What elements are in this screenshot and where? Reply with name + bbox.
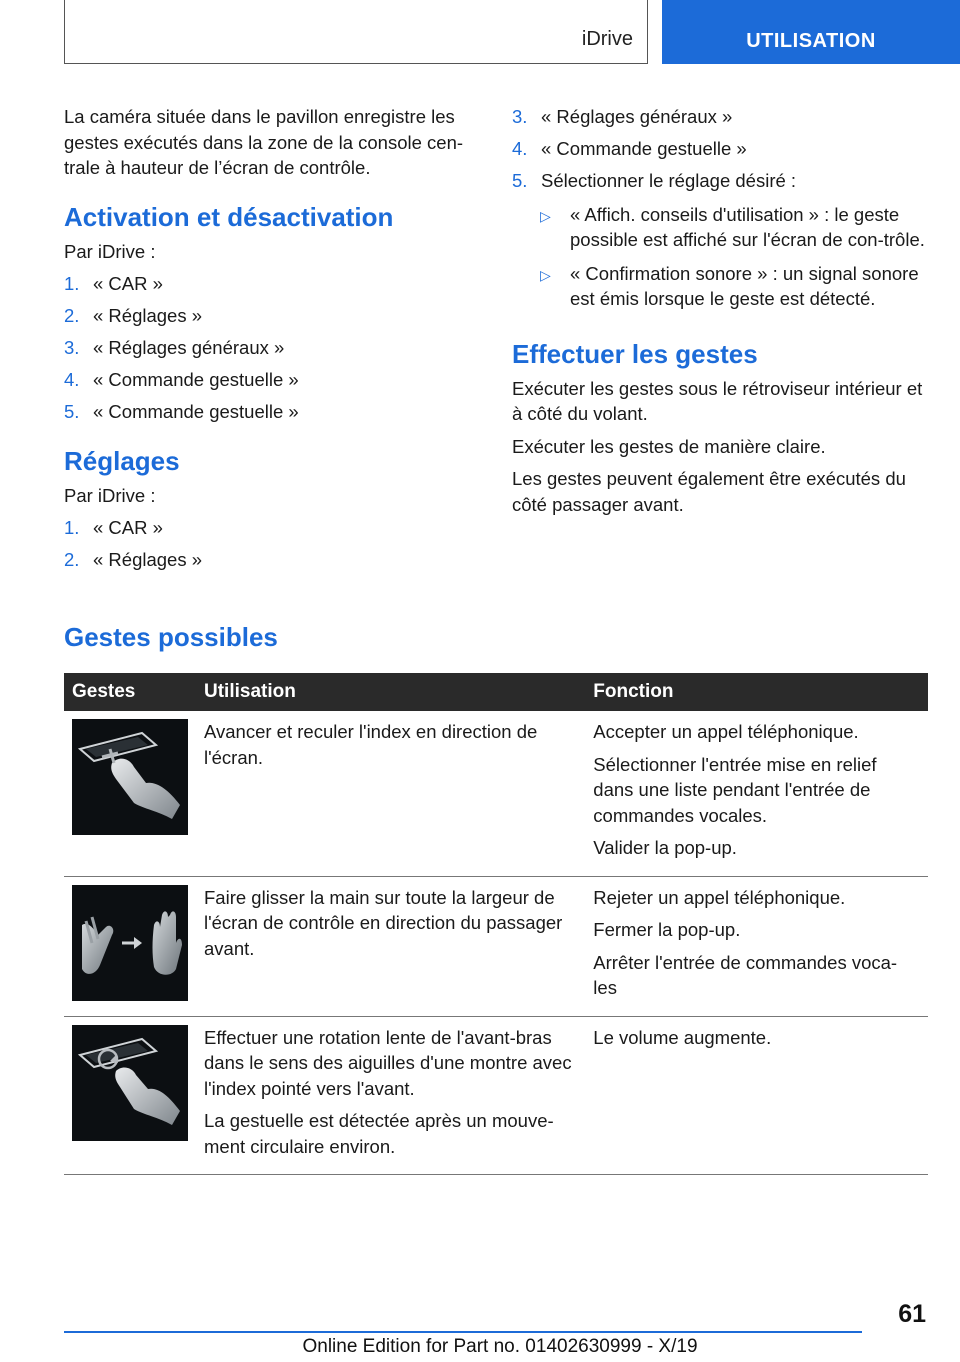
usage-cell <box>196 711 585 876</box>
function-text: Accepter un appel téléphonique. <box>593 721 859 742</box>
rotate-clockwise-gesture-icon <box>72 1025 188 1141</box>
step-text: Sélectionner le réglage désiré : <box>541 170 797 191</box>
table-header-row <box>64 673 928 711</box>
usage-text: Effectuer une rotation lente de l'avant-bras dans le sens des aiguilles d'une montre avec l'index pointé vers l'avant. <box>204 1026 572 1099</box>
activation-steps <box>64 271 482 425</box>
step-number: 2. <box>64 305 80 326</box>
gestes-heading: Gestes possibles <box>64 622 278 652</box>
usage-text: La gestuelle est détectée après un mouve-ment circulaire environ. <box>204 1110 554 1157</box>
function-text: Rejeter un appel téléphonique. <box>593 886 846 908</box>
step-number: 3. <box>512 106 528 127</box>
step-number: 1. <box>64 517 80 538</box>
header-chapter-label: UTILISATION <box>746 30 876 52</box>
column-header: Gestes <box>64 673 196 711</box>
column-header: Fonction <box>585 673 928 711</box>
activation-step <box>64 399 482 425</box>
page-number: 61 <box>898 1300 926 1328</box>
step-number: 1. <box>64 273 80 294</box>
effectuer-heading: Effectuer les gestes <box>512 338 758 369</box>
step-text: « Réglages généraux » <box>541 106 733 127</box>
left-column <box>64 104 482 581</box>
activation-step <box>64 367 482 393</box>
reglages-step <box>64 515 482 541</box>
usage-text: Faire glisser la main sur toute la largeur de l'écran de contrôle en direction du passager avant. <box>204 886 563 959</box>
gesture-cell <box>64 1016 196 1175</box>
step-text: « CAR » <box>93 273 163 294</box>
step-number: 5. <box>64 401 80 422</box>
activation-lead: Par iDrive : <box>64 240 156 262</box>
table-row <box>64 1016 928 1175</box>
step-number: 4. <box>64 369 80 390</box>
hand-swipe-gesture-icon <box>72 885 188 1001</box>
effectuer-paragraph: Exécuter les gestes de manière claire. <box>512 435 826 457</box>
reglages-step <box>512 104 930 130</box>
reglages-steps-a <box>64 515 482 573</box>
step-text: « CAR » <box>93 517 163 538</box>
header-section-label: iDrive <box>581 28 633 50</box>
reglages-steps-b <box>512 104 930 194</box>
gestures-table <box>64 673 928 1175</box>
column-header: Utilisation <box>196 673 585 711</box>
setting-option-text: « Confirmation sonore » : un signal sonore est émis lorsque le geste est détecté. <box>570 262 919 309</box>
setting-option-text: « Affich. conseils d'utilisation » : le geste possible est affiché sur l'écran de con-trôle. <box>570 203 925 250</box>
step-text: « Commande gestuelle » <box>93 401 299 422</box>
setting-option <box>540 261 930 312</box>
step-text: « Réglages généraux » <box>93 337 285 358</box>
swipe-toward-screen-gesture-icon <box>72 719 188 835</box>
footer-rule <box>64 1331 862 1333</box>
step-text: « Réglages » <box>93 305 203 326</box>
function-cell <box>585 1016 928 1175</box>
activation-step <box>64 303 482 329</box>
reglages-heading: Réglages <box>64 445 180 476</box>
function-cell <box>585 876 928 1016</box>
header-section-box <box>64 0 648 64</box>
step-text: « Commande gestuelle » <box>93 369 299 390</box>
step-number: 5. <box>512 170 528 191</box>
step-text: « Commande gestuelle » <box>541 138 747 159</box>
effectuer-paragraph: Exécuter les gestes sous le rétroviseur intérieur et à côté du volant. <box>512 377 923 424</box>
function-text: Le volume augmente. <box>593 1026 772 1048</box>
table-row <box>64 711 928 876</box>
footer-edition: Online Edition for Part no. 01402630999 - X/19 <box>302 1336 698 1357</box>
step-number: 2. <box>64 549 80 570</box>
table-row <box>64 876 928 1016</box>
function-text: Arrêter l'entrée de commandes voca-les <box>593 951 898 998</box>
activation-step <box>64 271 482 297</box>
reglages-lead: Par iDrive : <box>64 484 156 506</box>
setting-option <box>540 202 930 253</box>
activation-heading: Activation et désactivation <box>64 201 394 232</box>
function-text: Sélectionner l'entrée mise en relief dans une liste pendant l'entrée de commandes vocales. <box>593 753 877 826</box>
usage-text: Avancer et reculer l'index en direction de l'écran. <box>204 721 538 768</box>
header-chapter-tab <box>662 0 960 64</box>
step-number: 3. <box>64 337 80 358</box>
gesture-cell <box>64 876 196 1016</box>
intro-paragraph: La caméra située dans le pavillon enregistre les gestes exécutés dans la zone de la console cen-trale à hauteur de l’écran de contrôle. <box>64 106 464 178</box>
triangle-bullet-icon: ▷ <box>540 207 551 224</box>
right-column <box>512 104 930 524</box>
reglages-step <box>64 547 482 573</box>
usage-cell <box>196 876 585 1016</box>
activation-step <box>64 335 482 361</box>
step-text: « Réglages » <box>93 549 203 570</box>
reglages-step <box>512 136 930 162</box>
effectuer-paragraph: Les gestes peuvent également être exécutés du côté passager avant. <box>512 468 906 515</box>
function-text: Fermer la pop-up. <box>593 919 741 940</box>
usage-cell <box>196 1016 585 1175</box>
gesture-cell <box>64 711 196 876</box>
function-cell <box>585 711 928 876</box>
reglages-step <box>512 168 930 194</box>
triangle-bullet-icon: ▷ <box>540 266 551 283</box>
function-text: Valider la pop-up. <box>593 837 737 858</box>
step-number: 4. <box>512 138 528 159</box>
